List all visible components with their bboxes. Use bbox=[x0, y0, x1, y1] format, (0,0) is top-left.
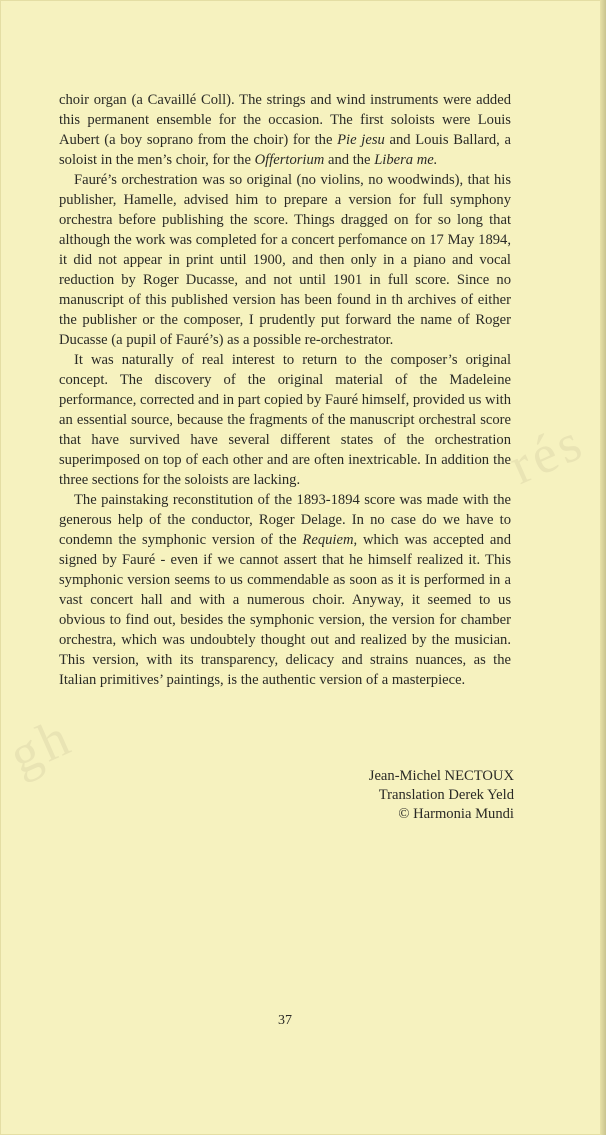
body-text bbox=[59, 90, 511, 690]
work-title-requiem: Requiem bbox=[302, 532, 354, 548]
work-title-pie-jesu: Pie jesu bbox=[337, 132, 385, 148]
watermark: rés bbox=[500, 410, 594, 496]
work-title-libera-me: Libera me. bbox=[374, 152, 438, 168]
paragraph-3: It was naturally of real interest to return to the composer’s original concept. The discovery of the original material of the Madeleine performance, corrected and in part copied by Fauré himself, provided us with an essential source, because the fragments of the manuscript orchestral score that have survived have several different states of the orchestration superimposed on top of each other and are often inextricable. In addition the three sections for the soloists are lacking. bbox=[59, 352, 511, 488]
page-edge-shadow bbox=[600, 0, 606, 1135]
paragraph-2: Fauré’s orchestration was so original (no violins, no woodwinds), that his publisher, Hamelle, advised him to prepare a version for full symphony orchestra before publishing the score. Things dragged on for so long that although the work was completed for a concert perfomance on 17 May 1894, it did not appear in print until 1900, and then only in a piano and vocal reduction by Roger Ducasse, and not until 1901 in full score. Since no manuscript of this published version has been found in th archives of either the publisher or the composer, I prudently put forward the name of Roger Ducasse (a pupil of Fauré’s) as a possible re-orchestrator. bbox=[59, 172, 511, 348]
translator-credit: Translation Derek Yeld bbox=[378, 787, 514, 803]
signature-block bbox=[260, 767, 514, 824]
paragraph-1: choir organ (a Cavaillé Coll). The strings and wind instruments were added this permanent ensemble for the occasion. The first soloists were Louis Aubert (a boy soprano from the choir) for the Pie jesu and Louis Ballard, a soloist in the men’s choir, for the Offertorium and the Libera me. bbox=[59, 92, 511, 168]
work-title-offertorium: Offertorium bbox=[254, 152, 325, 168]
watermark: gh bbox=[0, 705, 82, 786]
paragraph-4: The painstaking reconstitution of the 1893-1894 score was made with the generous help of the conductor, Roger Delage. In no case do we have to condemn the symphonic version of the Requiem, which was accepted and signed by Fauré - even if we cannot assert that he himself realized it. This symphonic version seems to us commendable as soon as it is performed in a vast concert hall and with a numerous choir. Anyway, it seemed to us obvious to find out, besides the symphonic version, the version for chamber orchestra, which was undoubtely thought out and realized by the musician. This version, with its transparency, delicacy and strains nuances, as the Italian primitives’ paintings, is the authentic version of a masterpiece. bbox=[59, 492, 511, 688]
author-name: Jean-Michel NECTOUX bbox=[368, 768, 514, 784]
copyright-notice: © Harmonia Mundi bbox=[398, 806, 514, 822]
page-number: 37 bbox=[278, 1013, 292, 1028]
